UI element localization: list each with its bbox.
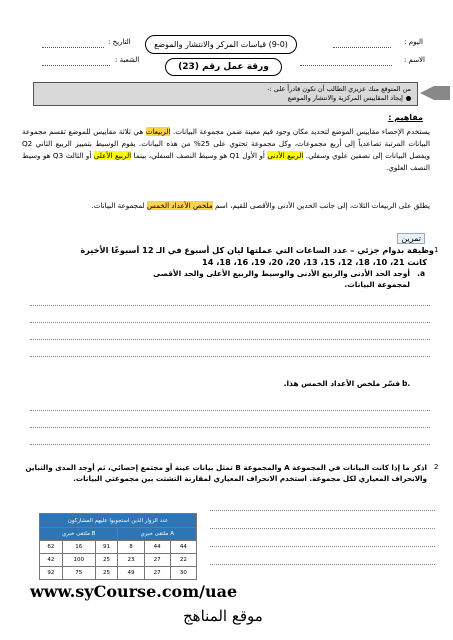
table-cell: 91 — [95, 541, 118, 554]
day-field[interactable] — [333, 47, 391, 48]
date-field[interactable] — [42, 47, 104, 48]
sheet-title: ورقة عمل رقم (23) — [165, 58, 282, 76]
table-cell: 44 — [144, 541, 170, 554]
table-cell: 49 — [118, 567, 144, 580]
section-label: الشعبة : — [115, 56, 140, 64]
table-row — [40, 554, 197, 567]
five-number-summary-term: ملخص الأعداد الخمس — [146, 201, 213, 210]
objectives-intro: من المتوقع منك عزيزي الطالب أن تكون قادراً على :- — [267, 85, 411, 93]
answer-line[interactable] — [30, 339, 430, 340]
objective-item: إيجاد المقاييس المركزية والانتشار والموضع — [287, 94, 403, 102]
table-cell: 27 — [144, 554, 170, 567]
table-cell: 42 — [40, 554, 63, 567]
question-2-number: 2 — [434, 463, 439, 471]
answer-line[interactable] — [210, 546, 435, 547]
table-cell: 22 — [170, 554, 196, 567]
concepts-paragraph-1 — [22, 126, 430, 174]
table-cell: 25 — [95, 554, 118, 567]
table-col-b: ملتقى خبري B — [40, 528, 118, 541]
table-row — [40, 567, 197, 580]
concepts-p3-text-a: يطلق على الربيعات الثلاث، إلى جانب الحدين الأدنى والأقصى للقيم، اسم — [215, 201, 430, 210]
name-field[interactable] — [300, 65, 392, 66]
table-cell: 25 — [95, 567, 118, 580]
question-1-text: وظيفة بدوام جزئي – عدد الساعات التي عملتها ليان كل أسبوع في الـ 12 أسبوعًا الأخيرة — [80, 245, 434, 255]
concepts-paragraph-3 — [22, 200, 430, 212]
answer-line[interactable] — [30, 305, 430, 306]
objectives-box — [33, 82, 418, 106]
part-b-text: فسّر ملخص الأعداد الخمس هذا. — [283, 379, 400, 388]
table-cell: 16 — [62, 541, 95, 554]
table-cell: 44 — [170, 541, 196, 554]
table-cell: 75 — [62, 567, 95, 580]
part-a-text: أوجد الحد الأدنى والربيع الأدنى والوسيط والربيع الأعلى والحد الأقصى لمجموعة البيانات. — [153, 269, 410, 289]
concepts-p3-text-b: لمجموعة البيانات. — [91, 201, 145, 210]
concepts-title: مفاهيم : — [388, 113, 423, 122]
footer-site-name: موقع المناهج — [183, 607, 263, 625]
answer-line[interactable] — [210, 564, 435, 565]
answer-line[interactable] — [210, 510, 435, 511]
part-b-label: b. — [402, 379, 411, 388]
concepts-p2-text-a: أو الأول Q1 هو وسيط النصف السفلي، بينما — [133, 151, 265, 160]
bullet-icon — [406, 96, 411, 101]
name-label: الاسم : — [403, 56, 425, 64]
section-field[interactable] — [42, 65, 110, 66]
date-label: التاريخ : — [108, 38, 131, 46]
table-col-a: ملتقى خبري A — [118, 528, 197, 541]
data-table — [39, 513, 197, 580]
concepts-p1-text-a: يستخدم الإحصاء مقاييس الموضع لتحديد مكان وجود قيم معينة ضمن مجموعة البيانات. — [172, 127, 430, 136]
question-2-text: اذكر ما إذا كانت البيانات في المجموعة A والمجموعة B تمثل بيانات عينة أو مجتمع إحصائي، ثم أوجد المدى والتباين والانحراف المعياري لكل مجموعة. استخدم الانحراف المعياري لمقارنة التشتت بين مجموعتي البيانات. — [25, 463, 427, 483]
table-title: عدد الزوار الذين استجوبوا عليهم المشاركون — [40, 514, 197, 528]
table-cell: 30 — [170, 567, 196, 580]
table-cell: 27 — [144, 567, 170, 580]
question-1-data: كانت 21، 10، 18، 12، 15، 13، 20، 20، 19، 16، 18، 14 — [202, 257, 427, 267]
table-cell: 100 — [62, 554, 95, 567]
table-cell: 8 — [118, 541, 144, 554]
upper-quartile-term: الربيع الأعلى — [93, 151, 132, 160]
day-label: اليوم : — [404, 38, 423, 46]
answer-line[interactable] — [30, 322, 430, 323]
table-cell: 92 — [40, 567, 63, 580]
answer-line[interactable] — [30, 410, 430, 411]
table-cell: 62 — [40, 541, 63, 554]
table-cell: 23 — [118, 554, 144, 567]
lesson-title: (9-0) قياسات المركز والانتشار والموضع — [145, 35, 297, 54]
objective-item-row — [40, 94, 411, 103]
answer-line[interactable] — [30, 444, 430, 445]
concepts-p2-text-b: أو الثالث Q3 هو وسيط النصف العلوي. — [22, 151, 430, 172]
answer-line[interactable] — [30, 427, 430, 428]
exercise-title: تمرين — [397, 233, 425, 244]
part-a-label: a. — [417, 269, 425, 278]
question-1-number: 1 — [434, 246, 439, 254]
answer-line[interactable] — [210, 528, 435, 529]
quartiles-term: الربيعات — [145, 127, 171, 136]
table-row — [40, 541, 197, 554]
answer-line[interactable] — [30, 356, 430, 357]
concepts-p1-text-b: هي ثلاثة مقاييس للموضع تقسم مجموعة البيانات المرتبة تصاعدياً إلى أربع مجموعات، وكل مجموعة تحتوي على 25% من هذه البيانات. يقوم الوسيط بتمييز الربيع الثاني Q2 ويفصل البيانات إلى نصفين علوي وسفلي. — [22, 127, 430, 160]
arrow-icon — [420, 86, 450, 100]
lower-quartile-term: الربيع الأدنى — [267, 151, 304, 160]
footer-url[interactable]: www.syCourse.com/uae — [30, 582, 238, 601]
